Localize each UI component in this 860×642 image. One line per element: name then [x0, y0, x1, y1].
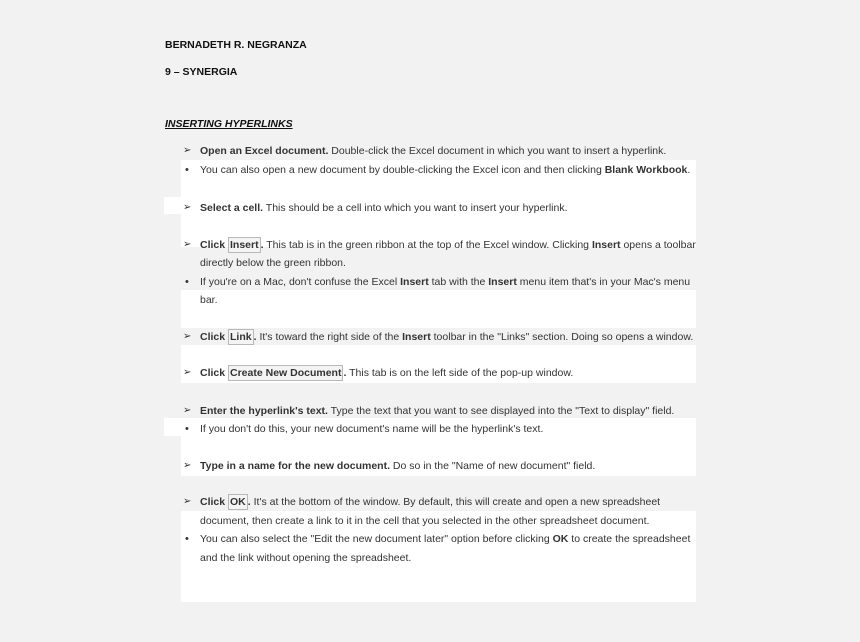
- list-item: ➢ Enter the hyperlink's text. Type the text that you want to see displayed into the "Text to display" field.: [181, 402, 696, 421]
- list-item: • If you're on a Mac, don't confuse the Excel Insert tab with the Insert menu item that's in your Mac's menu bar.: [181, 273, 696, 310]
- arrow-bullet-icon: ➢: [183, 459, 192, 471]
- list-item: ➢ Click Insert . This tab is in the green ribbon at the top of the Excel window. Clicking Insert opens a toolbar directly below the green ribbon.: [181, 236, 696, 273]
- document-header: [165, 38, 307, 92]
- arrow-bullet-icon: ➢: [183, 404, 192, 416]
- list-item: ➢ Open an Excel document. Double-click the Excel document in which you want to insert a hyperlink.: [181, 142, 696, 161]
- list-item: • You can also open a new document by double-clicking the Excel icon and then clicking Blank Workbook.: [181, 161, 696, 180]
- author-section: 9 – SYNERGIA: [165, 66, 238, 78]
- author-name: BERNADETH R. NEGRANZA: [165, 39, 307, 51]
- dot-bullet-icon: •: [185, 423, 189, 435]
- dot-bullet-icon: •: [185, 533, 189, 545]
- list-item: • If you don't do this, your new document's name will be the hyperlink's text.: [181, 420, 696, 439]
- arrow-bullet-icon: ➢: [183, 496, 192, 507]
- insert-tab-label: Insert: [230, 238, 259, 251]
- list-item: ➢ Click Create New Document . This tab is on the left side of the pop-up window.: [181, 364, 696, 383]
- section-title: INSERTING HYPERLINKS: [165, 118, 293, 130]
- create-new-document-label: Create New Document: [230, 367, 342, 379]
- dot-bullet-icon: •: [185, 275, 189, 288]
- ok-button-label: OK: [230, 496, 246, 508]
- arrow-bullet-icon: ➢: [183, 202, 192, 213]
- dot-bullet-icon: •: [185, 163, 189, 176]
- list-item: ➢ Type in a name for the new document. Do so in the "Name of new document" field.: [181, 457, 696, 476]
- list-item: ➢ Select a cell. This should be a cell into which you want to insert your hyperlink.: [181, 199, 696, 218]
- arrow-bullet-icon: ➢: [183, 145, 192, 156]
- list-item: • You can also select the "Edit the new document later" option before clicking OK to create the spreadsheet and the link without opening the spreadsheet.: [181, 530, 696, 567]
- arrow-bullet-icon: ➢: [183, 238, 192, 250]
- list-item: ➢ Click Link . It's toward the right side of the Insert toolbar in the "Links" section. Doing so opens a window.: [181, 328, 696, 347]
- list-item: ➢ Click OK . It's at the bottom of the window. By default, this will create and open a new spreadsheet document, then create a link to it in the cell that you selected in the other spreadsheet document.: [181, 493, 696, 530]
- steps-list: [181, 142, 696, 567]
- arrow-bullet-icon: ➢: [183, 330, 192, 342]
- link-button-label: Link: [230, 330, 252, 343]
- arrow-bullet-icon: ➢: [183, 367, 192, 378]
